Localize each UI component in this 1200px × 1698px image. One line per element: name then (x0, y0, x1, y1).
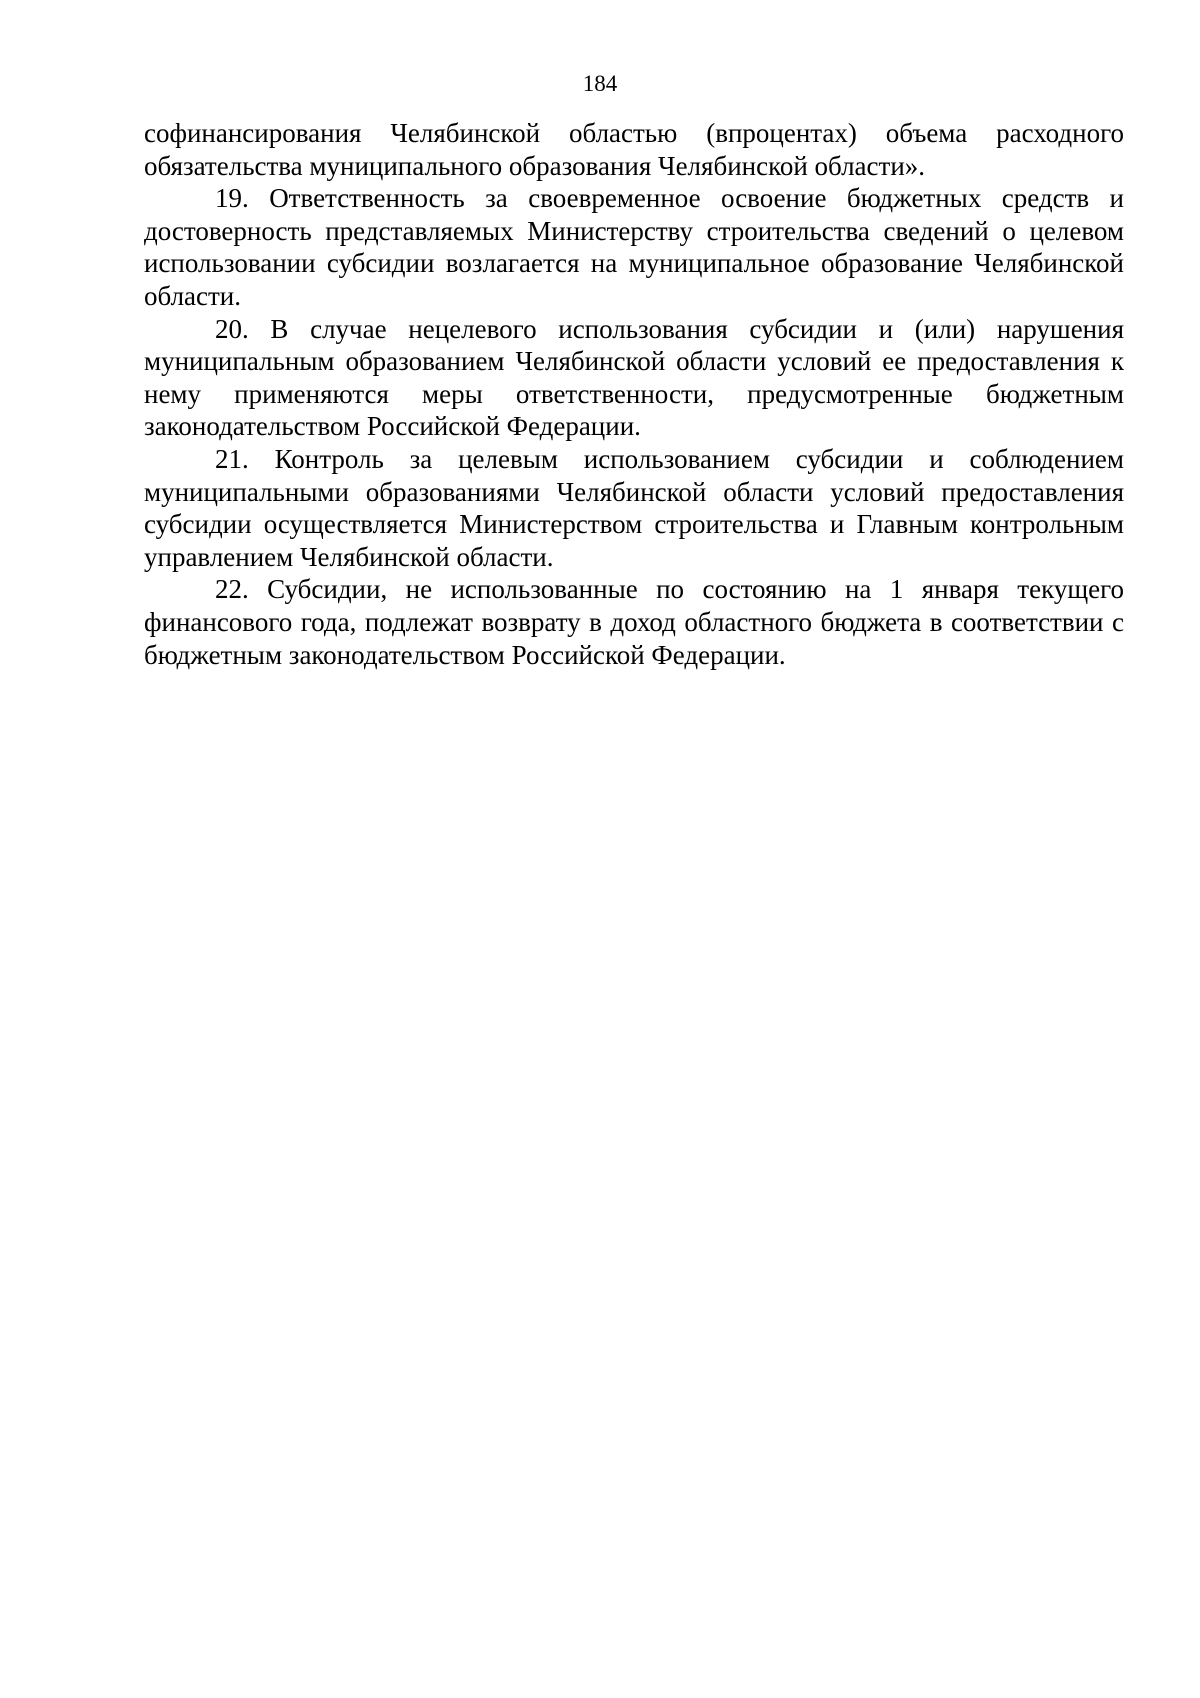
paragraph-20 (144, 313, 1124, 443)
paragraph-22 (144, 573, 1124, 671)
paragraph-text: В случае нецелевого использования субсидии и (или) нарушения муниципальным образованием Челябинской области условий ее предоставления к нему применяются меры ответственности, предусмотренные бюджетным законодательством Российской Федерации. (144, 313, 1124, 442)
paragraph-number: 20. (215, 313, 249, 344)
paragraph-continuation (144, 117, 1124, 182)
paragraph-text: софинансирования Челябинской областью (впроцентах) объема расходного обязательства муниципального образования Челябинской области». (144, 118, 1124, 181)
document-body (144, 117, 1124, 671)
paragraph-text: Субсидии, не использованные по состоянию на 1 января текущего финансового года, подлежат возврату в доход областного бюджета в соответствии с бюджетным законодательством Российской Федерации. (144, 574, 1124, 670)
paragraph-text: Контроль за целевым использованием субсидии и соблюдением муниципальными образованиями Челябинской области условий предоставления субсидии осуществляется Министерством строительства и Главным контрольным управлением Челябинской области. (144, 443, 1124, 572)
page-number: 184 (582, 71, 618, 96)
paragraph-number: 19. (215, 183, 249, 214)
paragraph-number: 22. (215, 574, 249, 605)
paragraph-21 (144, 443, 1124, 573)
paragraph-19 (144, 182, 1124, 312)
paragraph-number: 21. (215, 443, 249, 474)
paragraph-text: Ответственность за своевременное освоение бюджетных средств и достоверность представляемых Министерству строительства сведений о целевом использовании субсидии возлагается на муниципальное образование Челябинской области. (144, 183, 1125, 311)
